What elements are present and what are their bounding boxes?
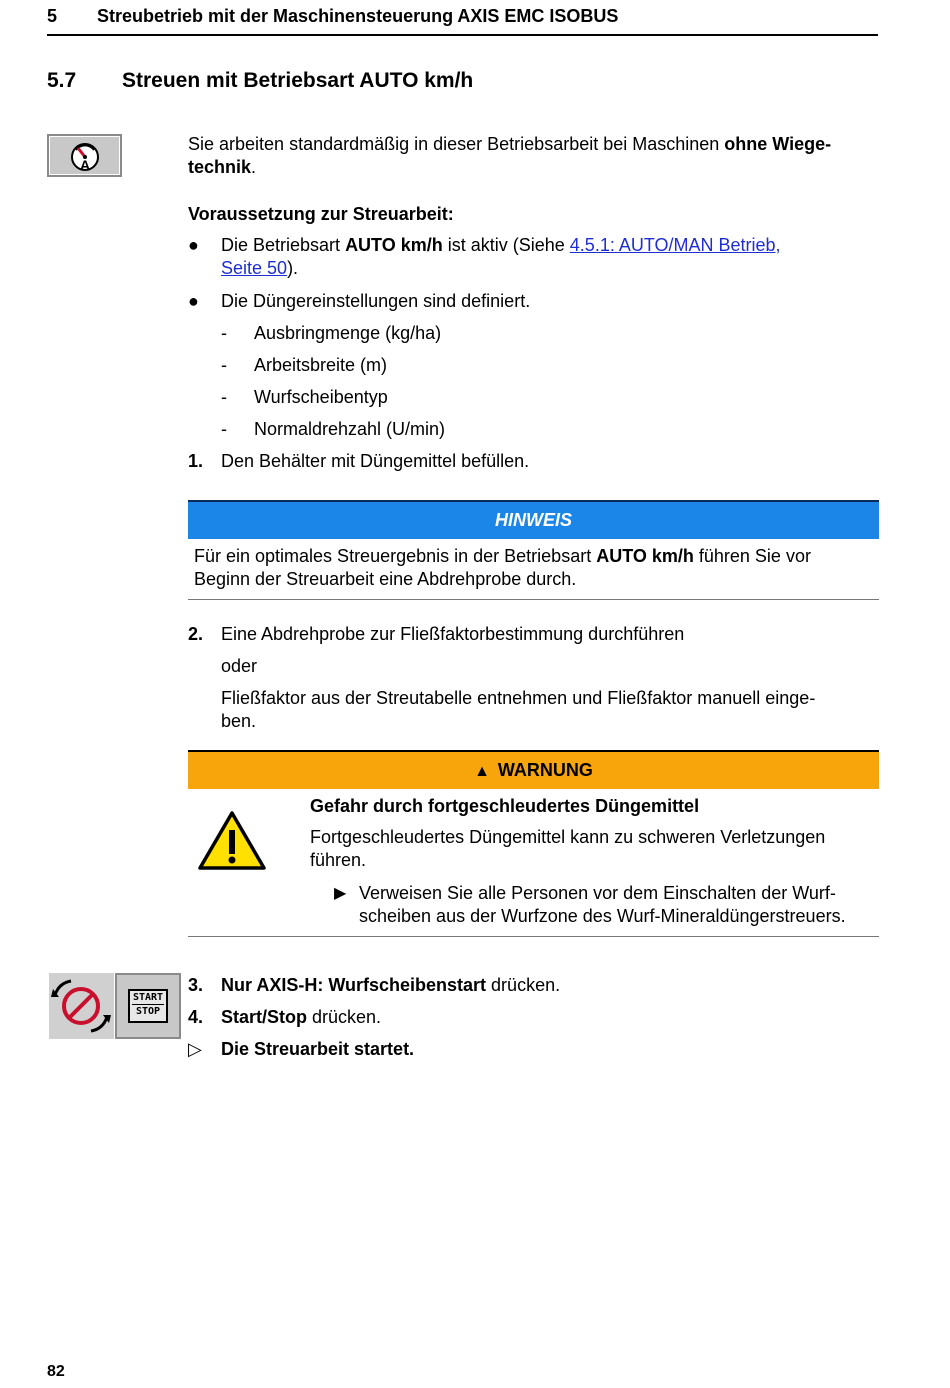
dash-icon: - [221, 387, 227, 407]
sub-item-rate: Ausbringmenge (kg/ha) [254, 323, 442, 343]
step-1-text: Den Behälter mit Düngemittel befüllen. [221, 451, 530, 471]
bullet-item-auto-active: Die Betriebsart AUTO km/h ist aktiv (Siehe 4.5.1: AUTO/MAN Betrieb, Seite 50). [221, 235, 781, 278]
sub-item-speed: Normaldrehzahl (U/min) [254, 419, 446, 439]
action-arrow-icon: ▶ [334, 885, 347, 902]
hinweis-header: HINWEIS [188, 500, 879, 539]
step-2-or: oder [221, 656, 258, 676]
warning-title: Gefahr durch fortgeschleudertes Düngemittel [310, 796, 700, 816]
result-text: Die Streuarbeit startet. [221, 1039, 415, 1059]
start-stop-icon [115, 973, 181, 1039]
section-number: 5.7 [47, 69, 77, 92]
sub-item-width: Arbeitsbreite (m) [254, 355, 388, 375]
step-2-alternative: Fließfaktor aus der Streutabelle entnehmen und Fließfaktor manuell einge- ben. [221, 688, 816, 731]
step-4-text: Start/Stop drücken. [221, 1007, 382, 1027]
stop-label: STOP [135, 1006, 161, 1017]
intro-paragraph: Sie arbeiten standardmäßig in dieser Betriebsarbeit bei Maschinen ohne Wiege- technik. [188, 134, 832, 177]
bullet-icon: ● [188, 291, 199, 311]
bullet-item-fertilizer-settings: Die Düngereinstellungen sind definiert. [221, 291, 531, 311]
chapter-number: 5 [47, 6, 58, 26]
step-number: 4. [188, 1007, 204, 1027]
step-number: 3. [188, 975, 204, 995]
hinweis-text: Für ein optimales Streuergebnis in der Betriebsart AUTO km/h führen Sie vor Beginn der Streuarbeit eine Abdrehprobe durch. [194, 546, 811, 589]
step-2-text: Eine Abdrehprobe zur Fließfaktorbestimmung durchführen [221, 624, 685, 644]
start-label: START [132, 992, 164, 1003]
warning-header [188, 750, 879, 789]
reference-link[interactable]: 4.5.1: AUTO/MAN Betrieb, Seite 50 [221, 235, 781, 278]
warning-divider [188, 936, 879, 937]
header-divider [47, 34, 878, 36]
result-arrow-icon: ▷ [188, 1039, 202, 1059]
warning-text: Fortgeschleudertes Düngemittel kann zu schweren Verletzungen führen. [310, 827, 826, 870]
step-number: 1. [188, 451, 204, 471]
sub-item-disc-type: Wurfscheibentyp [254, 387, 388, 407]
step-number: 2. [188, 624, 204, 644]
bullet-icon: ● [188, 235, 199, 255]
prerequisite-heading: Voraussetzung zur Streuarbeit: [188, 204, 454, 224]
step-3-text: Nur AXIS-H: Wurfscheibenstart drücken. [221, 975, 561, 995]
dash-icon: - [221, 323, 227, 343]
speedometer-auto-icon [49, 136, 120, 175]
warning-action: Verweisen Sie alle Personen vor dem Einschalten der Wurf- scheiben aus der Wurfzone des Wurf-Mineraldüngerstreuers. [359, 883, 846, 926]
disc-start-icon [49, 973, 114, 1039]
warning-label: WARNUNG [497, 760, 593, 780]
auto-icon-label: A [79, 157, 91, 173]
warning-triangle-icon: ▲ [474, 763, 490, 780]
page-number: 82 [47, 1363, 65, 1380]
hazard-warning-icon [197, 810, 267, 878]
chapter-title: Streubetrieb mit der Maschinensteuerung AXIS EMC ISOBUS [97, 6, 619, 26]
dash-icon: - [221, 355, 227, 375]
hinweis-divider [188, 599, 879, 600]
section-title: Streuen mit Betriebsart AUTO km/h [122, 69, 474, 92]
auto-mode-icon [47, 134, 122, 177]
dash-icon: - [221, 419, 227, 439]
